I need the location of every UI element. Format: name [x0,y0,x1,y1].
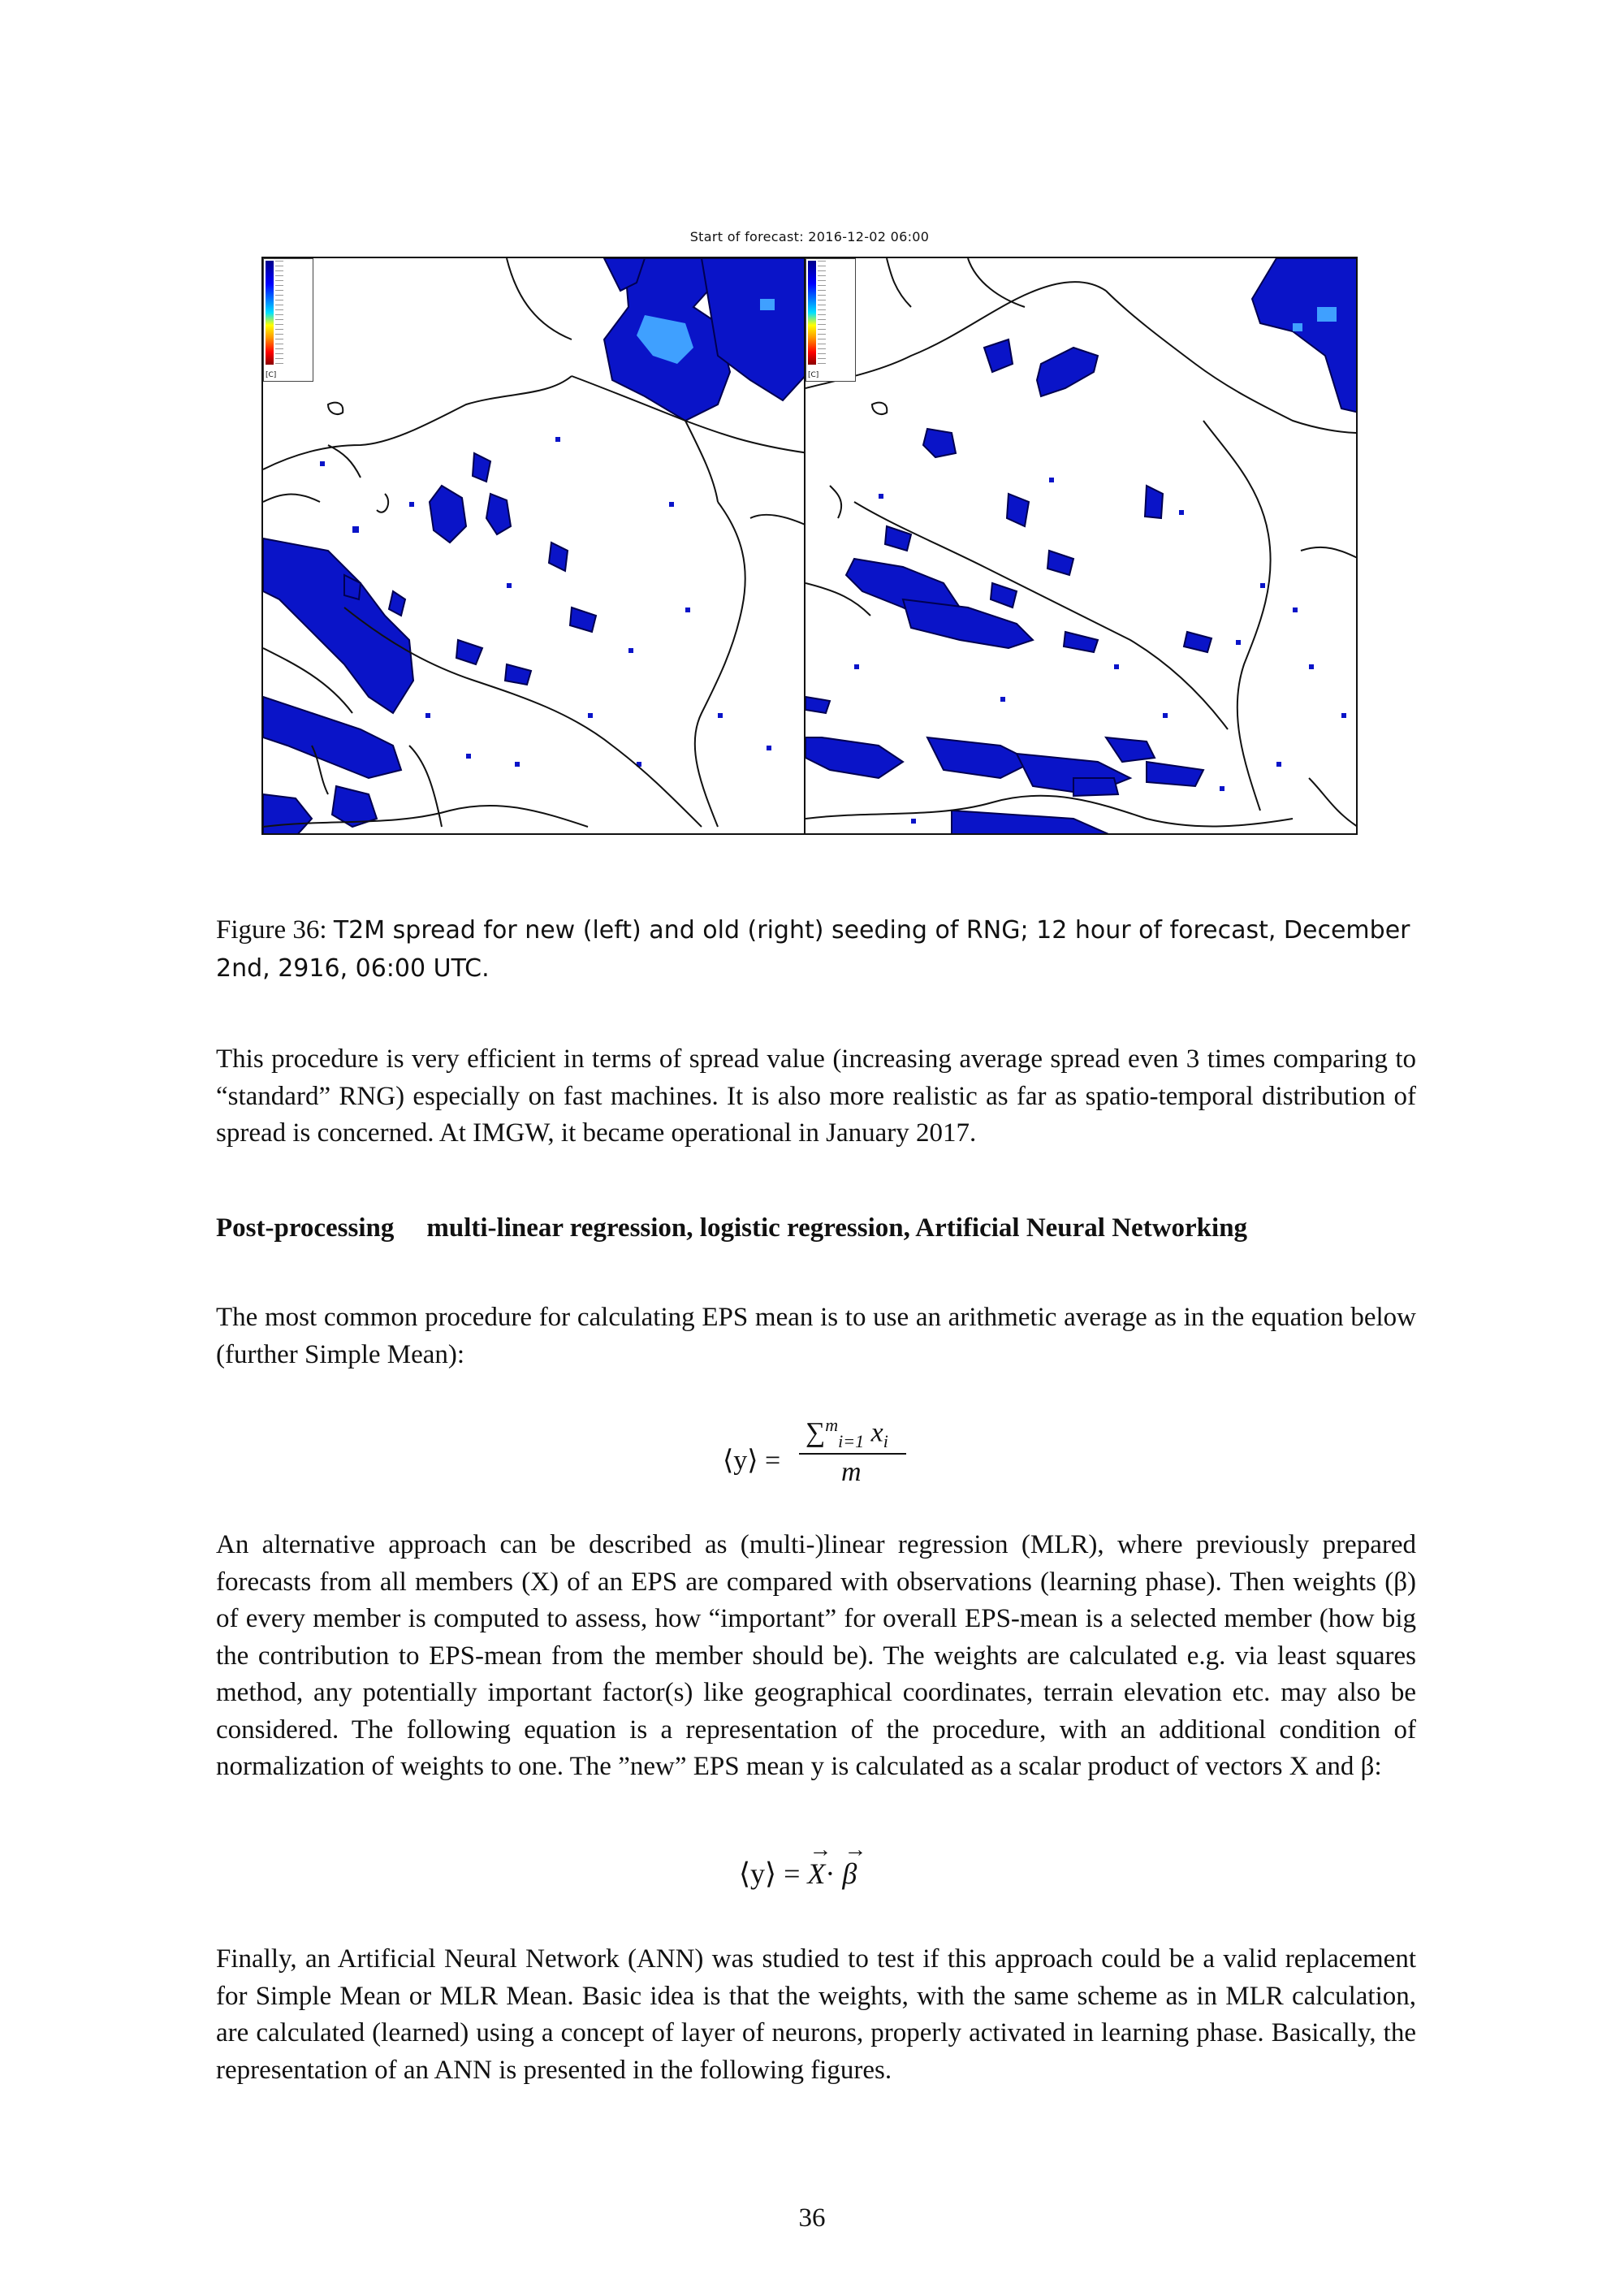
equation-simple-mean [715,1415,974,1496]
legend-unit-label: [C] [266,371,277,379]
color-legend-left [263,258,313,382]
dot-operator: · [825,1857,836,1890]
paragraph-simple-mean: The most common procedure for calculating EPS mean is to use an arithmetic average as in the equation below (further Simple Mean): [216,1303,1416,1369]
heading-part-1: Post-processing [216,1213,395,1243]
sum-lower-limit: i=1 [838,1431,865,1452]
map-pair [261,257,1358,835]
equation-lhs: ⟨y⟩ = [723,1446,781,1476]
paragraph-ann: Finally, an Artificial Neural Network (ANN) was studied to test if this approach could be a valid replacement for Simple Mean or MLR Mean. Basic idea is that the weights, with the same scheme as in MLR calculation, are calculated (learned) using a concept of layer of neurons, properly activated in learning phase. Basically, the representation of an ANN is presented in the following figures. [216,1944,1416,2085]
sum-symbol: ∑ [806,1417,826,1448]
equation2-lhs: ⟨y⟩ = [739,1857,801,1890]
map-right-old-seeding [804,257,1358,835]
vector-x: → X [807,1857,825,1891]
legend-unit-label: [C] [808,371,819,379]
legend-ticks [818,261,826,365]
fraction-bar [799,1453,906,1455]
map-left-svg [263,258,807,835]
equation-numerator [806,1415,888,1452]
page-number: 36 [798,2203,826,2233]
equation-scalar-product [739,1857,857,1891]
color-legend-right [806,258,856,382]
figure-36 [261,229,1358,837]
map-left-new-seeding [261,257,807,835]
sum-term-index: i [883,1431,888,1452]
heading-part-2: multi-linear regression, logistic regression, Artificial Neural Networking [426,1213,1248,1243]
caption-number: Figure 36: [216,915,327,945]
sum-term: x [870,1417,883,1448]
paragraph-mlr: An alternative approach can be described as (multi-)linear regression (MLR), where previously prepared forecasts from all members (X) of an EPS are compared with observations (learning phase). Then weights (β) of every member is computed to assess, how “important” for overall EPS-mean is a selected member (how big the contribution to EPS-mean from the member should be). The weights are calculated e.g. via least squares method, any potentially important factor(s) like geographical coordinates, terrain elevation etc. may also be considered. The following equation is a representation of the procedure, with an additional condition of normalization of weights to one. The ”new” EPS mean y is calculated as a scalar product of vectors X and β: [216,1530,1416,1781]
section-heading [216,1209,1416,1247]
legend-ticks [275,261,283,365]
sum-upper-limit: m [825,1415,839,1435]
vector-beta: → β [842,1857,857,1891]
caption-text: T2M spread for new (left) and old (right) seeding of RNG; 12 hour of forecast, December 2nd, 2916, 06:00 UTC. [216,916,1410,983]
legend-color-bar [808,261,816,365]
legend-color-bar [266,261,274,365]
paragraph-spread-efficiency: This procedure is very efficient in terms of spread value (increasing average spread even 3 times comparing to “standard” RNG) especially on fast machines. It is also more realistic as far as spatio-temporal distribution of spread is concerned. At IMGW, it became operational in January 2017. [216,1044,1416,1148]
figure-caption [216,911,1416,988]
figure-title: Start of forecast: 2016-12-02 06:00 [689,229,930,244]
map-right-svg [806,258,1358,835]
equation-denominator: m [841,1457,862,1487]
